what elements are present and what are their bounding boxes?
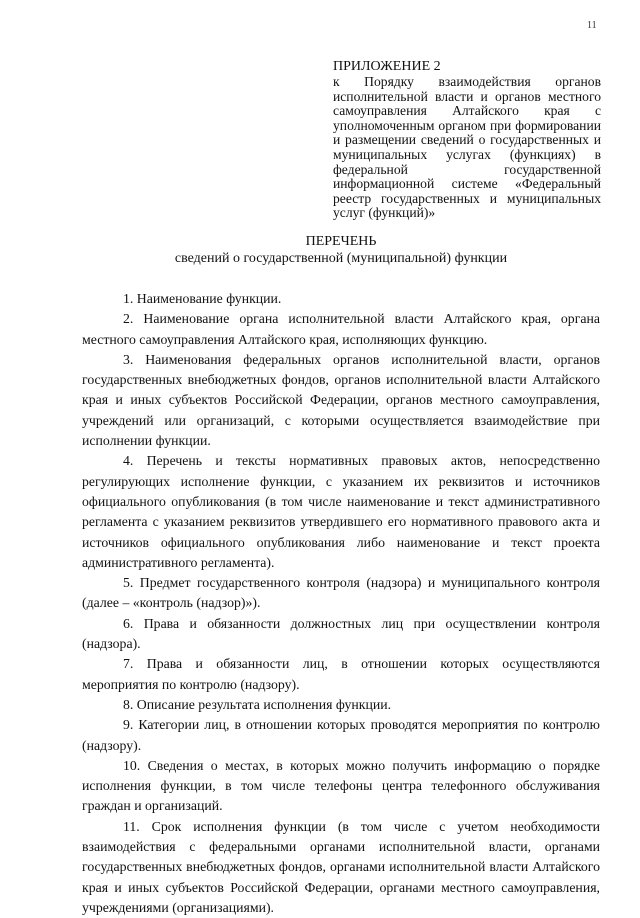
list-item: 11. Срок исполнения функции (в том числе с учетом необходимости взаимодействия с федеральными органами исполнительной власти, органами государственных внебюджетных фондов, органами исполнительной власти Алтайского края и иных субъектов Российской Федерации, органами местного самоуправления, учреждениями (организациями). — [82, 818, 600, 915]
list-item: 2. Наименование органа исполнительной власти Алтайского края, органа местного самоуправления Алтайского края, исполняющих функцию. — [82, 311, 600, 347]
list-item: 7. Права и обязанности лиц, в отношении которых осуществляются мероприятия по контролю (надзору). — [82, 656, 600, 692]
list-item: 8. Описание результата исполнения функции. — [123, 696, 392, 712]
heading-title: ПЕРЕЧЕНЬ — [305, 234, 377, 249]
document-heading — [82, 233, 600, 267]
list-item: 3. Наименования федеральных органов исполнительной власти, органов государственных внебюджетных фондов, органов исполнительной власти Алтайского края и иных субъектов Российской Федерации, органов местного самоуправления, учреждений или организаций, с которыми осуществляется взаимодействие при исполнении функции. — [82, 351, 600, 449]
list-item: 9. Категории лиц, в отношении которых проводятся мероприятия по контролю (надзору). — [82, 717, 600, 753]
items-list — [82, 289, 600, 918]
appendix-block — [333, 59, 601, 221]
list-item: 6. Права и обязанности должностных лиц при осуществлении контроля (надзора). — [82, 615, 600, 652]
list-item: 1. Наименование функции. — [123, 291, 282, 306]
page-number: 11 — [587, 20, 597, 31]
heading-subtitle: сведений о государственной (муниципальной) функции — [174, 251, 508, 266]
list-item: 10. Сведения о местах, в которых можно получить информацию о порядке исполнения функции, в том числе телефоны центра телефонного обслуживания граждан и организаций. — [82, 757, 600, 814]
appendix-text: к Порядку взаимодействия органов исполнительной власти и органов местного самоуправления Алтайского края с уполномоченным органом при формировании и размещении сведений о государственных и муниципальных услугах (функциях) в федеральной государственной информационной системе «Федеральный реестр государственных и муниципальных услуг (функций)» — [333, 74, 601, 221]
list-item: 5. Предмет государственного контроля (надзора) и муниципального контроля (далее – «контроль (надзор)»). — [82, 575, 600, 611]
appendix-title: ПРИЛОЖЕНИЕ 2 — [333, 59, 441, 74]
list-item: 4. Перечень и тексты нормативных правовых актов, непосредственно регулирующих исполнение функции, с указанием их реквизитов и источников официального опубликования (в том числе наименование и текст административного регламента с указанием реквизитов утвердившего его нормативного правового акта и источников официального опубликования либо наименование и текст проекта административного регламента). — [82, 453, 600, 570]
